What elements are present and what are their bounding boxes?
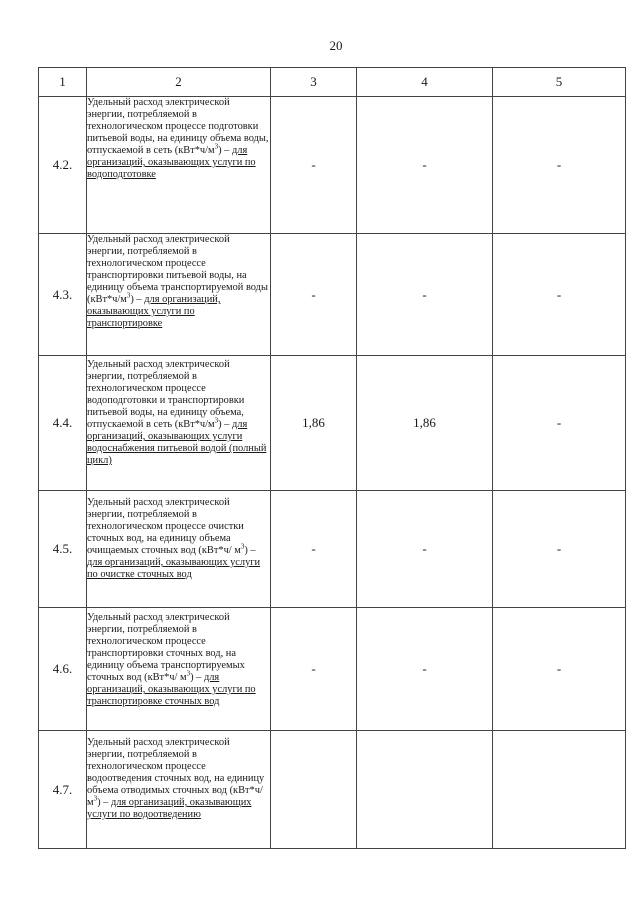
row-value-col-3: 1,86 [271,356,357,491]
superscript: 3 [93,794,98,803]
superscript: 3 [240,542,245,551]
row-value-col-5: - [493,97,626,234]
description-underlined: для организаций, оказывающих услуги по водоподготовке [87,145,256,180]
description-text-mid: ) – [130,294,145,305]
row-value-col-5: - [493,608,626,731]
superscript: 3 [186,669,191,678]
header-col-2: 2 [87,68,271,97]
description-underlined: для организаций, оказывающих услуги по транспортировке [87,294,221,329]
row-value-col-5 [493,731,626,849]
row-description [87,491,271,608]
row-value-col-3 [271,731,357,849]
description-text-mid: ) – [190,672,204,683]
description-underlined: для организаций, оказывающих услуги по водоотведению [87,797,252,820]
row-number: 4.2. [39,97,87,234]
row-value-col-4: - [357,491,493,608]
row-value-col-4: 1,86 [357,356,493,491]
row-number: 4.5. [39,491,87,608]
superscript: 3 [214,416,219,425]
row-value-col-3: - [271,491,357,608]
table-row [39,234,626,356]
row-value-col-3: - [271,234,357,356]
row-value-col-3: - [271,608,357,731]
energy-consumption-table [38,67,626,849]
row-number: 4.6. [39,608,87,731]
table-row [39,356,626,491]
description-text: Удельный расход электрической энергии, потребляемой в технологическом процессе транспортировки питьевой воды, на единицу объема транспортируемой воды (кВт*ч/м [87,234,268,305]
row-value-col-4 [357,731,493,849]
table-row [39,491,626,608]
description-text-mid: ) – [218,419,232,430]
description-text-mid: ) – [244,545,256,556]
description-underlined: для организаций, оказывающих услуги по очистке сточных вод [87,557,261,580]
superscript: 3 [126,291,131,300]
table-row [39,731,626,849]
row-description [87,608,271,731]
row-value-col-5: - [493,234,626,356]
page-number: 20 [329,38,343,53]
header-col-5: 5 [493,68,626,97]
row-number: 4.3. [39,234,87,356]
header-col-1: 1 [39,68,87,97]
row-description [87,356,271,491]
table-row [39,97,626,234]
description-text-mid: ) – [97,797,111,808]
header-col-4: 4 [357,68,493,97]
description-text: Удельный расход электрической энергии, потребляемой в технологическом процессе водоотведения сточных вод, на единицу объема отводимых сточных вод (кВт*ч/ м [87,737,265,808]
row-number: 4.7. [39,731,87,849]
header-col-3: 3 [271,68,357,97]
description-text: Удельный расход электрической энергии, потребляемой в технологическом процессе водоподготовки и транспортировки питьевой воды, на единицу объема, отпускаемой в сеть (кВт*ч/м [87,359,245,430]
description-underlined: для организаций, оказывающих услуги водоснабжения питьевой водой (полный цикл) [87,419,267,466]
description-text: Удельный расход электрической энергии, потребляемой в технологическом процессе транспортировки сточных вод, на единицу объема транспортируемых сточных вод (кВт*ч/ м [87,612,245,683]
row-value-col-4: - [357,608,493,731]
description-text: Удельный расход электрической энергии, потребляемой в технологическом процессе очистки сточных вод, на единицу объема очищаемых сточных вод (кВт*ч/ м [87,497,244,556]
row-description [87,97,271,234]
row-value-col-5: - [493,356,626,491]
header-row [39,68,626,97]
row-value-col-4: - [357,97,493,234]
row-value-col-5: - [493,491,626,608]
row-number: 4.4. [39,356,87,491]
row-value-col-4: - [357,234,493,356]
table-row [39,608,626,731]
row-description [87,731,271,849]
superscript: 3 [214,142,219,151]
description-underlined: для организаций, оказывающих услуги по транспортировке сточных вод [87,672,256,707]
description-text-mid: ) – [218,145,232,156]
description-text: Удельный расход электрической энергии, потребляемой в технологическом процессе подготовки питьевой воды, на единицу объема воды, отпускаемой в сеть (кВт*ч/м [87,97,269,156]
row-description [87,234,271,356]
row-value-col-3: - [271,97,357,234]
